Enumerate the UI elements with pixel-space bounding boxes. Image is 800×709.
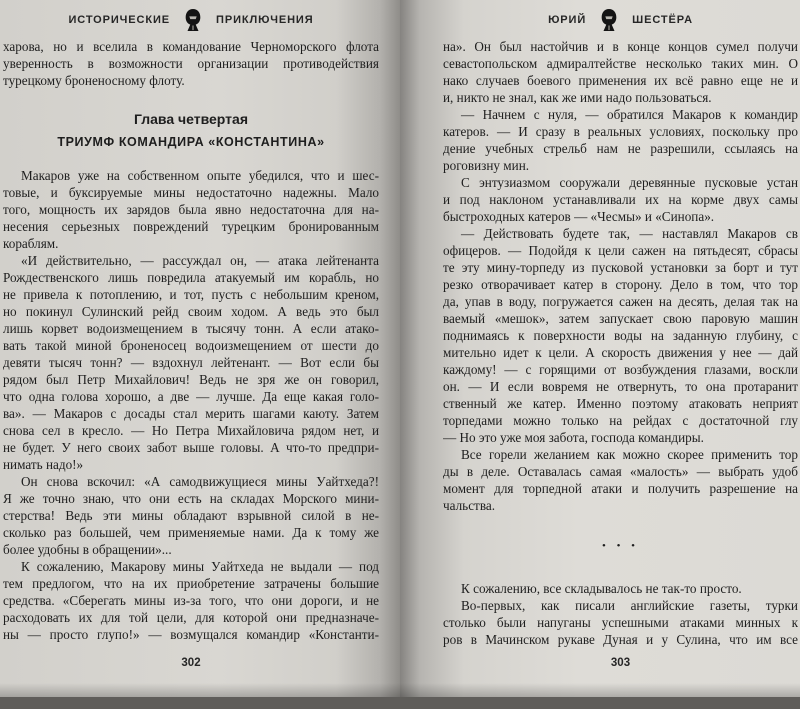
text-line: ды в деле. Оставалась самая «малость» — выбрать удоб [443, 464, 798, 479]
text-line: и под наклоном устанавливали их на корме двух самы [443, 192, 798, 207]
right-page [400, 0, 800, 697]
page-number: 302 [181, 657, 201, 669]
text-line: уверенность в возможности организации противодействия [3, 56, 379, 71]
text-line: севастопольском адмиралтействе несколько таких мин. О [443, 56, 798, 71]
text-line: не будет. У него своих забот выше головы. А что-то предпри- [3, 440, 379, 455]
paragraph [3, 167, 379, 252]
text-line: дение учебных стрельб нам не разрешили, ссылаясь на [443, 141, 798, 156]
text-line: турецкому броненосному флоту. [3, 73, 185, 88]
section-break: • • • [601, 540, 640, 552]
text-line: несения серьезных повреждений турецким бронированным [3, 219, 379, 234]
text-line: поднимаясь к поверхности воды на заданную глубину, с [443, 328, 798, 343]
paragraphs-before-break [443, 106, 798, 514]
chapter-label: Глава четвертая [134, 111, 248, 127]
text-line: он. — И если вовремя не отвернуть, то она протаранит [443, 379, 798, 394]
text-line: мительно идет к цели. А скорость движения у нее — дай [443, 345, 798, 360]
text-line: К сожалению, Макарову мины Уайтхеда не выдали — под [21, 559, 379, 574]
series-emblem-icon [182, 8, 204, 32]
paragraph [443, 597, 798, 648]
text-line: Макаров уже на собственном опыте убедился, что и шес- [21, 168, 379, 183]
text-line: того, мощность их зарядов была явно недостаточна для на- [3, 202, 379, 217]
paragraph [443, 446, 798, 514]
text-line: вать такой миной броненосец водоизмещением от шести до [3, 338, 379, 353]
paragraph [443, 174, 798, 225]
text-line: каждому! — с горящими от возбуждения глазами, воскли [443, 362, 798, 377]
text-line: С энтузиазмом сооружали деревянные пусковые устан [461, 175, 798, 190]
text-line: кораблям. [3, 236, 59, 251]
text-line: девяти тысяч тонн? — вздохнул лейтенант. — Вот если бы [3, 355, 379, 370]
paragraphs-after-break [443, 580, 798, 648]
series-emblem-icon [598, 8, 620, 32]
text-line: — Но это уже моя забота, господа командиры. [443, 430, 704, 445]
text-line: товые, и буксируемые мины недостаточно надежны. Мало [3, 185, 379, 200]
text-line: да, упав в воду, погружается сажен на десять, делая так на [443, 294, 798, 309]
carryover-paragraph [3, 38, 379, 89]
chapter-title: ТРИУМФ КОМАНДИРА «КОНСТАНТИНА» [57, 135, 325, 149]
text-line: резко отворачивает катер в сторону. Дело в том, что тор [443, 277, 798, 292]
chapter-paragraphs [3, 167, 379, 643]
page-number: 303 [610, 657, 631, 669]
text-line: торпедами можно только на рейдах с достаточной глу [443, 413, 798, 428]
text-line: снова сел в кресло. — Но Петра Михайловича рядом нет, и [3, 423, 379, 438]
paragraph [3, 558, 379, 643]
text-line: тем предлогом, что на их приобретение затрачены большие [3, 576, 379, 591]
paragraph [443, 580, 798, 597]
text-line: харова, но и вселила в командование Черноморского флота [3, 39, 379, 54]
text-line: более удобны в обращении»... [3, 542, 172, 557]
text-line: Он снова вскочил: «А самодвижущиеся мины Уайтхеда?! [21, 474, 379, 489]
paragraph [443, 225, 798, 446]
left-page-text [3, 38, 379, 643]
text-line: — Начнем с нуля, — обратился Макаров к командир [461, 107, 798, 122]
text-line: Я же точно знаю, что они есть на складах Морского мини- [3, 491, 379, 506]
left-page [0, 0, 400, 697]
running-head-author-first-name: ЮРИЙ [548, 14, 587, 26]
text-line: те эту мину-торпеду из пусковой установки за борт и тут [443, 260, 798, 275]
text-line: но покинул Сулинский рейд своим ходом. А ведь это был [3, 304, 379, 319]
text-line: «И действительно, — рассуждал он, — атака лейтенанта [21, 253, 379, 268]
text-line: и, никто не знал, как же ими надо пользоваться. [443, 90, 712, 105]
text-line: ственный же катер. Именно поэтому атаковать неприят [443, 396, 798, 411]
text-line: Во-первых, как писали английские газеты, турки [461, 598, 798, 613]
running-head [443, 8, 798, 32]
text-line: момент для торпедной атаки и получить разрешение на [443, 481, 798, 496]
paragraph [3, 252, 379, 473]
running-head [3, 8, 379, 32]
chapter-heading [3, 108, 379, 154]
text-line: столько были напуганы успешными атаками минных к [443, 615, 798, 630]
paragraph [443, 38, 798, 106]
text-line: чальства. [443, 498, 496, 513]
text-line: расходовать их для той цели, для которой они предназначе- [3, 610, 379, 625]
text-line: ны — просто глупо!» — возмущался командир «Константи- [3, 627, 379, 642]
text-line: средства. «Сберегать мины из-за того, что они дороги, и не [3, 593, 379, 608]
text-line: стерства! Ведь эти мины обладают взрывной силой в не- [3, 508, 379, 523]
running-head-series-word-second: ПРИКЛЮЧЕНИЯ [216, 14, 314, 26]
text-line: не привела к потоплению, и тот, пусть с небольшим креном, [3, 287, 379, 302]
text-line: ров в Мачинском рукаве Дуная и у Сулина, что им все [443, 632, 798, 647]
text-line: быстроходных катеров — «Чесмы» и «Синопа». [443, 209, 715, 224]
paragraph [3, 38, 379, 89]
text-line: лишь корвет водоизмещением в тысячу тонн. А если атако- [3, 321, 379, 336]
running-head-series-word-first: ИСТОРИЧЕСКИЕ [68, 14, 171, 26]
text-line: нако случаев боевого применения их всё равно еще не и [443, 73, 798, 88]
text-line: офицеров. — Подойдя к цели сажен на пятьдесят, сбрасы [443, 243, 798, 258]
running-head-author-last-name: ШЕСТЁРА [632, 14, 693, 26]
text-line: Все горели желанием как можно скорее применить тор [461, 447, 798, 462]
text-line: К сожалению, все складывалось не так-то просто. [461, 581, 742, 596]
carryover-paragraph [443, 38, 798, 106]
text-line: роговизну мин. [443, 158, 530, 173]
right-page-text [443, 38, 798, 648]
paragraph [443, 106, 798, 174]
text-line: что одна голова хорошо, а две — лучше. Да еще какая голо- [3, 389, 379, 404]
text-line: нимать надо!» [3, 457, 84, 472]
text-line: — Действовать будете так, — наставлял Макаров св [461, 226, 798, 241]
text-line: на». Он был настойчив и в конце концов сумел получи [443, 39, 798, 54]
text-line: сколько раз большей, чем применяемые нами. Да к тому же [3, 525, 379, 540]
text-line: Рождественского лишь повредила атакуемый им корабль, но [3, 270, 379, 285]
text-line: катеров. — И сразу в реальных условиях, поскольку про [443, 124, 798, 139]
text-line: ваемый «мешок», затем запускает свою паровую машин [443, 311, 798, 326]
text-line: ва». — Макаров с досады стал мерить шагами каюту. Затем [3, 406, 379, 421]
paragraph [3, 473, 379, 558]
text-line: рядом был Петр Михайлович! Ведь не зря же он говорил, [3, 372, 379, 387]
